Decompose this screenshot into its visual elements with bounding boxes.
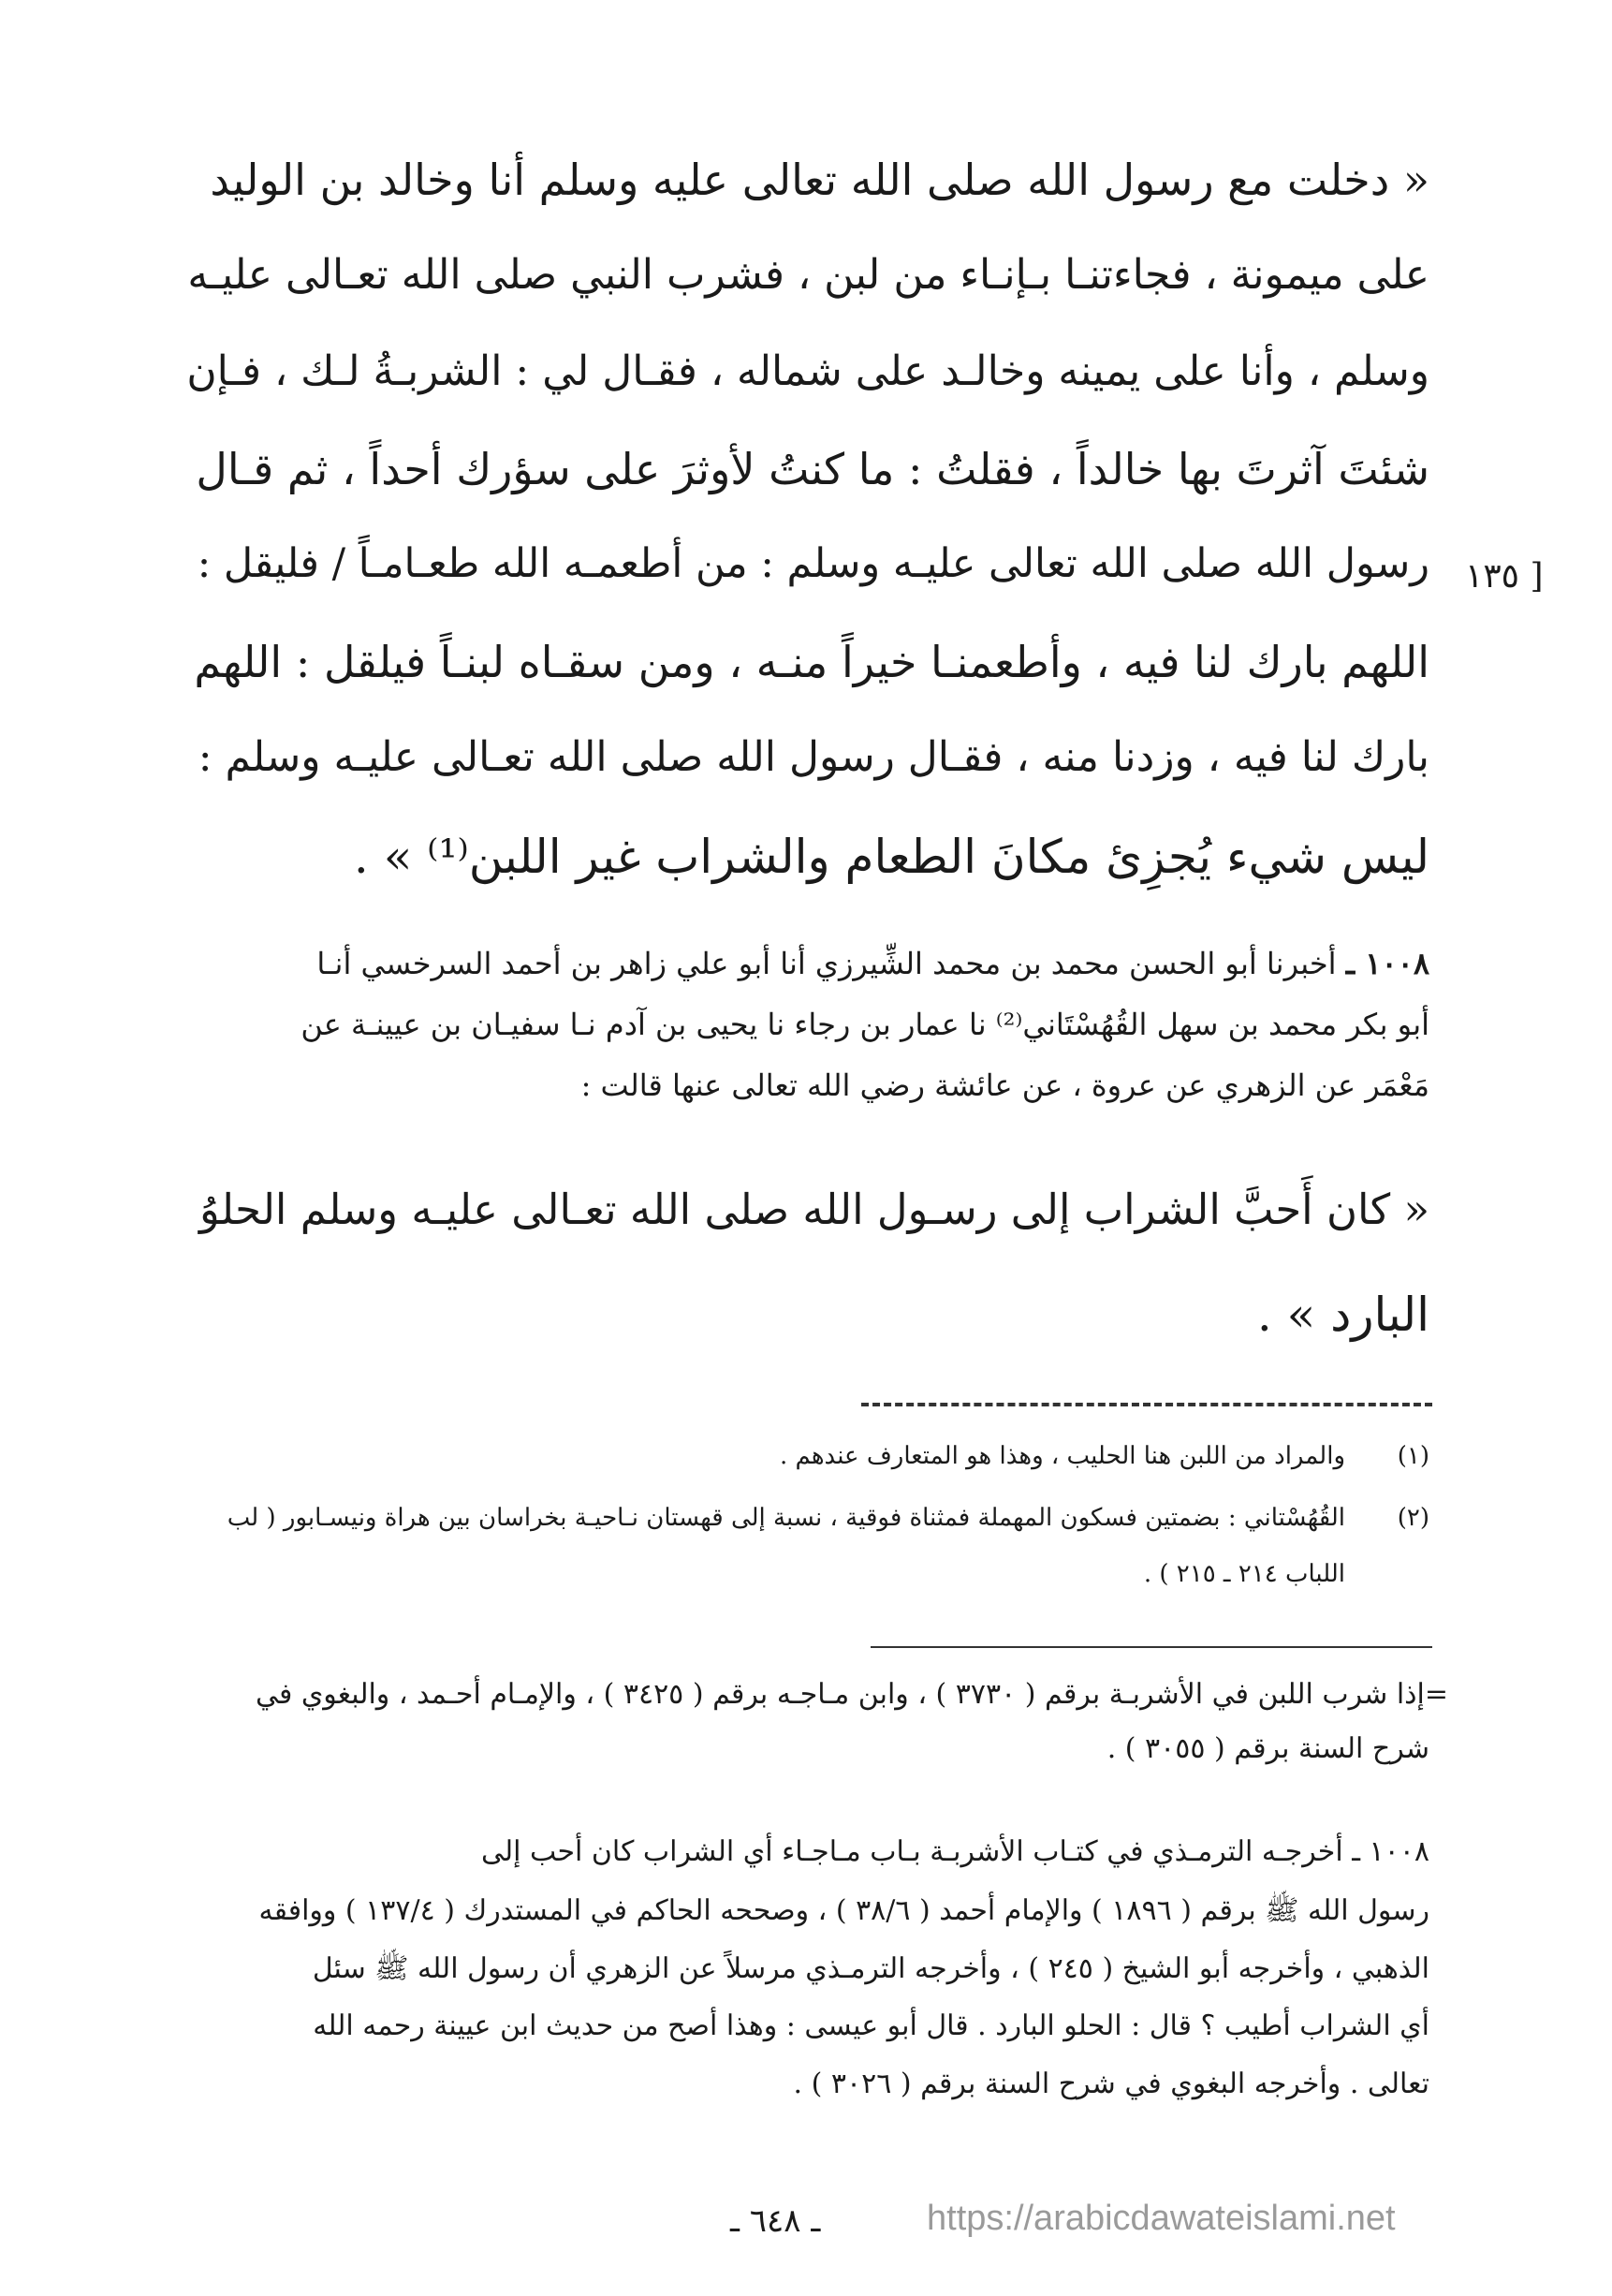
margin-page-reference: [ ١٣٥ [1465,557,1544,596]
hadith-line: شئتَ آثرتَ بها خالداً ، فقلتُ : ما كنتُ لأوثرَ على سؤرك أحداً ، ثم قـال [196,444,1429,494]
footnote-2 [184,1504,1429,1541]
hadith-line: « دخلت مع رسول الله صلى الله تعالى عليه وسلم أنا وخالد بن الوليد [210,155,1429,205]
hadith-number: ١٠٠٨ ـ [1345,946,1429,981]
footnote-text: والمراد من اللبن هنا الحليب ، وهذا هو المتعارف عندهم . [780,1442,1345,1470]
ref-line: ١٠٠٨ ـ أخرجـه الترمـذي في كتـاب الأشربـة بـاب مـاجـاء أي الشراب كان أحب إلى [481,1835,1429,1868]
hadith-line: على ميمونة ، فجاءتنـا بـإنـاء من لبن ، فشرب النبي صلى الله تعـالى عليـه [187,251,1429,299]
isnad-text: أخبرنا أبو الحسن محمد بن محمد الشِّيرزي أنا أبو علي زاهر بن أحمد السرخسي أنـا [316,946,1337,981]
footnote-separator [861,1403,1432,1406]
ref-line: تعالى . وأخرجه البغوي في شرح السنة برقم ( ٣٠٢٦ ) . [793,2068,1429,2100]
hadith-line: رسول الله صلى الله تعالى عليـه وسلم : من أطعمـه الله طعـامـاً / فليقل : [197,540,1429,587]
hadith-main-text [184,155,1429,941]
footnote-text: القُهُسْتاني : بضمتين فسكون المهملة فمثناة فوقية ، نسبة إلى قهستان نـاحيـة بخراسان بين هراة ونيسـابور ( لب [227,1504,1345,1532]
ref-line: رسول الله ﷺ برقم ( ١٨٩٦ ) والإمام أحمد ( ٣٨/٦ ) ، وصححه الحاكم في المستدرك ( ١٣٧/٤ ) ووافقه [258,1894,1429,1927]
editor-notes-1008 [184,1835,1429,2144]
isnad-line: أبو بكر محمد بن سهل القُهُسْتَاني⁽²⁾ نا عمار بن رجاء نا يحيى بن آدم نـا سفيـان بن عيينـة عن [300,1007,1429,1042]
isnad-line [316,946,1429,1002]
footnote-text: اللباب ٢١٤ ـ ٢١٥ ) . [1143,1560,1345,1588]
watermark-url: https://arabicdawateislami.net [927,2199,1396,2238]
editor-notes-separator [871,1646,1432,1648]
ref-line: أي الشراب أطيب ؟ قال : الحلو البارد . قال أبو عيسى : وهذا أصح من حديث ابن عيينة رحمه الله [313,2009,1429,2042]
hadith-line: بارك لنا فيه ، وزدنا منه ، فقـال رسول الله صلى الله تعـالى عليـه وسلم : [198,733,1429,781]
page-number: ـ ٦٤٨ ـ [730,2202,821,2240]
footnote-1 [184,1442,1429,1479]
hadith2-line: البارد » . [1256,1288,1429,1342]
footnote-2-continued [184,1560,1429,1597]
hadith-line: وسلم ، وأنا على يمينه وخالـد على شماله ، فقـال لي : الشربـةُ لـك ، فـإن [186,347,1429,395]
hadith-line: ليس شيء يُجزِئ مكانَ الطعام والشراب غير اللبن⁽¹⁾ » . [353,830,1429,884]
hadith-line: اللهم بارك لنا فيه ، وأطعمنـا خيراً منـه ، ومن سقـاه لبنـاً فيلقل : اللهم [194,637,1429,687]
hadith2-line: « كان أَحبَّ الشراب إلى رسـول الله صلى الله تعـالى عليـه وسلم الحلوُ [199,1185,1429,1234]
footnote-number: (٢) [1397,1504,1429,1532]
ref-line: الذهبي ، وأخرجه أبو الشيخ ( ٢٤٥ ) ، وأخرجه الترمـذي مرسلاً عن الزهري أن رسول الله ﷺ سئل [312,1952,1429,1985]
hadith-second-text [184,1185,1429,1372]
isnad-block [184,946,1429,1133]
ref-line: شرح السنة برقم ( ٣٠٥٥ ) . [1106,1732,1429,1765]
editor-notes-continued [184,1678,1448,1790]
footnote-number: (١) [1397,1442,1429,1470]
isnad-line: مَعْمَر عن الزهري عن عروة ، عن عائشة رضي الله تعالى عنها قالت : [580,1067,1429,1103]
ref-line: =إذا شرب اللبن في الأشربـة برقم ( ٣٧٣٠ ) ، وابن مـاجـه برقم ( ٣٤٢٥ ) ، والإمـام أحـمد ، والبغوي في [255,1678,1448,1711]
